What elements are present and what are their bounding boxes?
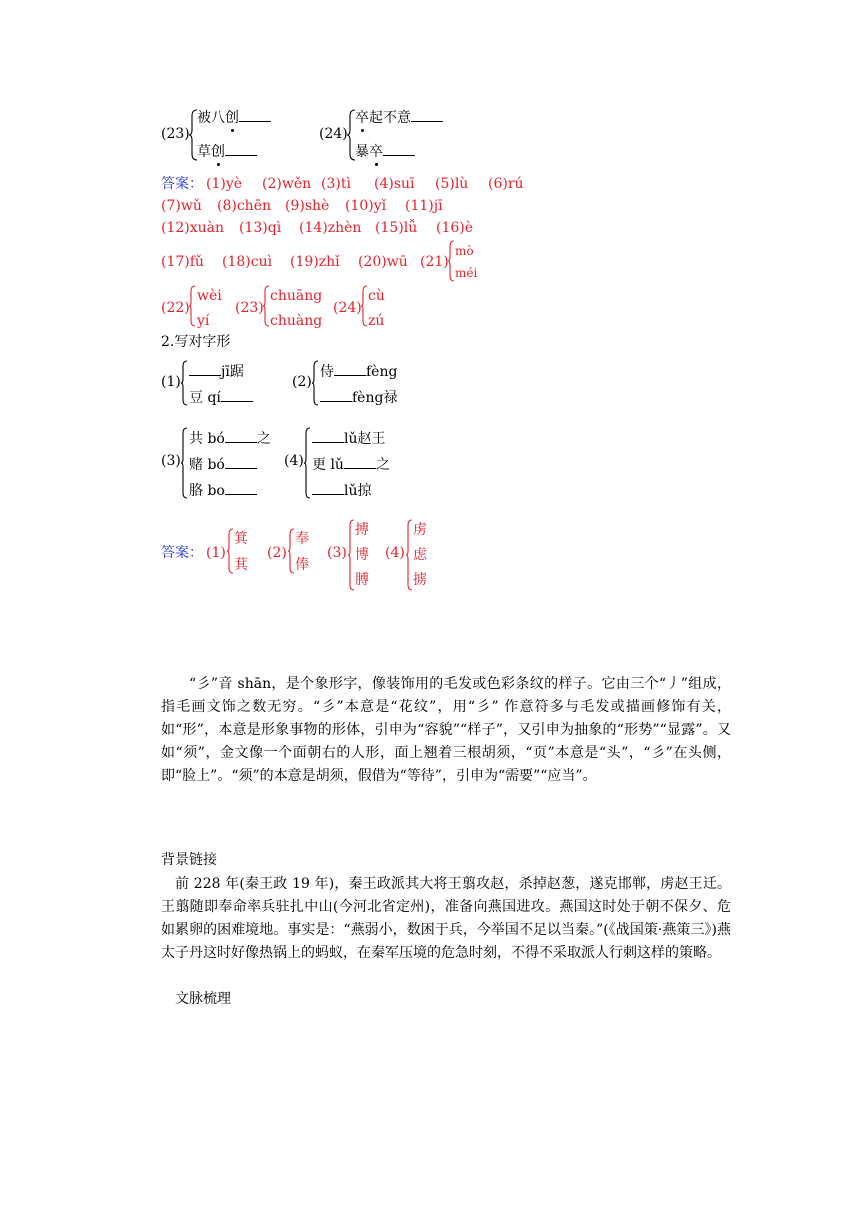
answer-item: (24) bbox=[333, 300, 362, 316]
left-brace-icon bbox=[311, 360, 319, 406]
answer-item: (4)suī bbox=[374, 176, 415, 192]
answer-item: zú bbox=[368, 313, 385, 329]
glyph-line: lǔ掠 bbox=[312, 481, 372, 500]
left-brace-icon bbox=[360, 285, 368, 327]
q24-line-2: 暴卒 bbox=[355, 142, 415, 161]
glyph-line: 共 bó 之 bbox=[189, 431, 271, 447]
answer-blank[interactable] bbox=[225, 481, 257, 495]
answer-blank[interactable] bbox=[383, 142, 415, 156]
answer-blank[interactable] bbox=[411, 108, 443, 122]
answer-item: (6)rú bbox=[488, 176, 524, 192]
glyph-line: jī踞 bbox=[189, 362, 244, 381]
answer-item: chuàng bbox=[270, 313, 323, 329]
answer-item: 搏 bbox=[355, 522, 369, 538]
left-brace-icon bbox=[188, 285, 196, 327]
answer-item: (9)shè bbox=[285, 198, 330, 214]
question-number: (1) bbox=[161, 374, 181, 390]
answer-item: 虑 bbox=[413, 547, 427, 563]
left-brace-icon bbox=[303, 427, 311, 499]
answer-item: (23) bbox=[235, 300, 264, 316]
shan-radical-paragraph: “彡”音 shān，是个象形字，像装饰用的毛发或色彩条纹的样子。它由三个“丿”组成，指毛画文饰之数无穷。“彡”本意是“花纹”，用“彡” 作意符多与毛发或描画修饰有关，如“形”，本意是形象事物的形体，引申为“容貌”“样子”，又引申为抽象的“形势”“显露”。又如“须”，金文像一个面朝右的人形，面上翘着三根胡须，“页”本意是“头”，“彡”在头侧，即“脸上”。“须”的本意是胡须，假借为“等待”，引申为“需要”“应当”。 bbox=[161, 676, 731, 784]
answer-blank[interactable] bbox=[225, 455, 257, 469]
answer-item: (4) bbox=[385, 545, 405, 561]
answer-item: (22) bbox=[161, 300, 190, 316]
glyph-line: lǔ赵王 bbox=[312, 429, 386, 448]
question-number: (4) bbox=[284, 453, 304, 469]
glyph-line: 赌 bó bbox=[189, 455, 257, 474]
answer-item: 箕 bbox=[234, 531, 248, 547]
answer-item: 博 bbox=[355, 547, 369, 563]
answer-item: (15)lǚ bbox=[375, 220, 418, 236]
answer-item: cù bbox=[368, 288, 385, 304]
answer-item: (2) bbox=[267, 545, 287, 561]
answer-blank[interactable] bbox=[320, 388, 352, 402]
answer-item: mò bbox=[455, 244, 474, 258]
left-brace-icon bbox=[262, 285, 270, 327]
left-brace-icon bbox=[180, 427, 188, 499]
answer-item: (13)qì bbox=[239, 220, 282, 236]
answer-blank[interactable] bbox=[225, 142, 257, 156]
answer-blank[interactable] bbox=[225, 429, 257, 443]
answer-item: 膊 bbox=[355, 572, 369, 588]
section-title: 2.写对字形 bbox=[161, 334, 231, 350]
answer-item: (10)yǐ bbox=[345, 198, 387, 214]
question-number: (3) bbox=[161, 453, 181, 469]
answer-item: (11)jī bbox=[405, 198, 443, 214]
answer-item: wèi bbox=[197, 288, 222, 304]
answer-item: (3)tì bbox=[321, 176, 351, 192]
answer-item: 奉 bbox=[295, 531, 309, 547]
answer-item: 萁 bbox=[234, 557, 248, 573]
answer-label: 答案： bbox=[161, 176, 203, 192]
q24-number: (24) bbox=[319, 126, 348, 142]
answer-item: méi bbox=[455, 266, 478, 280]
q23-number: (23) bbox=[161, 126, 190, 142]
answer-blank[interactable] bbox=[312, 481, 344, 495]
left-brace-icon bbox=[347, 519, 355, 591]
wenmai-title: 文脉梳理 bbox=[175, 991, 231, 1007]
answer-blank[interactable] bbox=[189, 362, 221, 376]
answer-item: 俸 bbox=[295, 557, 309, 573]
left-brace-icon bbox=[287, 528, 295, 574]
glyph-line: 豆 qí bbox=[189, 388, 253, 407]
answer-item: (14)zhèn bbox=[299, 220, 362, 236]
answer-item: 虏 bbox=[413, 522, 427, 538]
background-paragraph: 前 228 年(秦王政 19 年)，秦王政派其大将王翦攻赵，杀掉赵葱，遂克邯郸，虏赵王迁。王翦随即奉命率兵驻扎中山(今河北省定州)，准备向燕国进攻。燕国这时处于朝不保夕、危如累卵的困难境地。事实是：“燕弱小，数困于兵，今举国不足以当秦。”(《战国策·燕策三》)燕太子丹这时好像热锅上的蚂蚁，在秦军压境的危急时刻，不得不采取派人行刺这样的策略。 bbox=[161, 876, 731, 961]
answer-item: (1) bbox=[206, 545, 226, 561]
glyph-line: 侍 fèng bbox=[320, 364, 398, 380]
answer-item: (1)yè bbox=[206, 176, 243, 192]
glyph-line: fèng禄 bbox=[320, 388, 397, 407]
answer-item: (8)chēn bbox=[217, 198, 271, 214]
q23-line-1: 被八创 bbox=[197, 108, 271, 127]
answer-item: (12)xuàn bbox=[161, 220, 225, 236]
left-brace-icon bbox=[180, 360, 188, 406]
answer-blank[interactable] bbox=[221, 388, 253, 402]
answer-item: (16)è bbox=[436, 220, 474, 236]
answer-blank[interactable] bbox=[239, 108, 271, 122]
q23-line-2: 草创 bbox=[197, 142, 257, 161]
answer-item: (7)wǔ bbox=[161, 198, 202, 214]
answer-blank[interactable] bbox=[334, 362, 366, 376]
left-brace-icon bbox=[226, 528, 234, 574]
answer-blank[interactable] bbox=[312, 429, 344, 443]
left-brace-icon bbox=[405, 519, 413, 591]
glyph-line: 更 lǔ 之 bbox=[312, 457, 390, 473]
background-title: 背景链接 bbox=[161, 852, 217, 868]
answer-item: chuāng bbox=[270, 288, 323, 304]
answer-blank[interactable] bbox=[344, 455, 376, 469]
answer-item: (3) bbox=[327, 545, 347, 561]
glyph-line: 胳 bo bbox=[189, 481, 257, 500]
answer-item: (2)wěn bbox=[262, 176, 312, 192]
left-brace-icon bbox=[447, 240, 455, 282]
question-number: (2) bbox=[292, 374, 312, 390]
answer-item: 掳 bbox=[413, 572, 427, 588]
answer-item: (19)zhǐ bbox=[290, 254, 340, 270]
answer-item: yí bbox=[197, 313, 210, 329]
answer-item: (5)lù bbox=[435, 176, 469, 192]
answer-label: 答案： bbox=[161, 545, 203, 561]
q24-line-1: 卒起不意 bbox=[355, 108, 443, 127]
answer-item: (20)wū bbox=[358, 254, 408, 270]
answer-item: (18)cuì bbox=[222, 254, 273, 270]
answer-item: (17)fǔ bbox=[161, 254, 204, 270]
answer-item: (21) bbox=[420, 254, 449, 270]
